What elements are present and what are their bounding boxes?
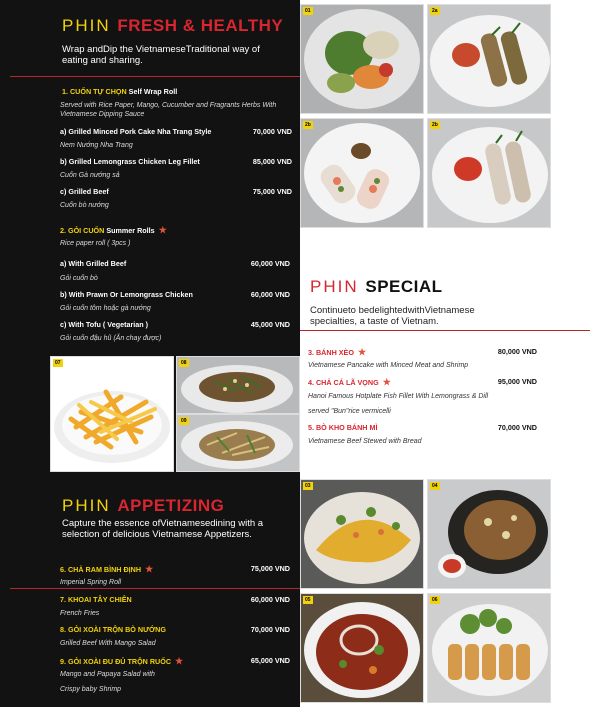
photo-grilled-rolls xyxy=(427,4,551,114)
menu-item-2a: a) With Grilled Beef xyxy=(60,259,127,268)
item-sub: Cuốn bò nướng xyxy=(60,202,109,209)
divider-line xyxy=(300,330,590,331)
menu-item-2c: c) With Tofu ( Vegetarian ) xyxy=(60,320,149,329)
item-sub: Cuốn Gà nướng sả xyxy=(60,172,120,179)
item-name: 9. GỎI XOÀI ĐU ĐỦ TRỘN RUỐC xyxy=(60,657,172,666)
menu-item-6 xyxy=(60,564,153,575)
photo-tag: 09 xyxy=(181,418,187,424)
appetizing-title xyxy=(62,496,224,516)
menu-item-1a: a) Grilled Minced Pork Cake Nha Trang Style xyxy=(60,127,212,136)
item-price: 85,000 VND xyxy=(252,157,292,166)
brand-logo-text: PHIN xyxy=(62,496,111,515)
menu-item-1b: b) Grilled Lemongrass Chicken Leg Fillet xyxy=(60,157,200,166)
photo-tag: 04 xyxy=(432,483,438,489)
special-intro: Continueto bedelightedwithVietnamese specialties, a taste of Vietnam. xyxy=(310,305,475,327)
photo-bo-kho xyxy=(300,593,424,703)
item-sub: Gỏi cuốn đậu hũ (Ăn chay được) xyxy=(60,335,162,342)
item-sub: Nem Nướng Nha Trang xyxy=(60,142,133,149)
photo-tag: 05 xyxy=(305,597,311,603)
photo-cha-ca-hotplate xyxy=(427,479,551,589)
menu-item-1c: c) Grilled Beef xyxy=(60,187,109,196)
item-price: 80,000 VND xyxy=(497,347,537,356)
fresh-intro: Wrap andDip the VietnameseTraditional way of eating and sharing. xyxy=(62,44,260,66)
brand-logo-text: PHIN xyxy=(310,277,359,296)
item-name-en: Self Wrap Roll xyxy=(128,87,178,96)
item-name: 2. GỎI CUỐN xyxy=(60,226,105,235)
item-sub: French Fries xyxy=(60,610,100,617)
item-name: 1. CUỐN TỰ CHỌN xyxy=(62,87,127,96)
photo-mango-papaya-salad xyxy=(176,414,300,472)
menu-item-3 xyxy=(308,347,366,358)
menu-item-2b: b) With Prawn Or Lemongrass Chicken xyxy=(60,290,193,299)
photo-summer-rolls-prawn xyxy=(300,118,424,228)
appetizing-intro: Capture the essence ofVietnamesedining with a selection of delicious Vietnamese Appetizers. xyxy=(62,518,264,540)
photo-french-fries xyxy=(50,356,174,472)
item-desc: Served with Rice Paper, Mango, Cucumber and Fragrants Herbs With Vietnamese Dipping Sauce xyxy=(60,102,277,118)
photo-summer-rolls-beef xyxy=(427,118,551,228)
photo-mango-beef-salad xyxy=(176,356,300,414)
item-sub: Gỏi cuốn bò xyxy=(60,275,98,282)
photo-tag: 03 xyxy=(305,483,311,489)
item-price: 60,000 VND xyxy=(250,290,290,299)
section-title: FRESH & HEALTHY xyxy=(117,16,284,35)
item-desc: Rice paper roll ( 3pcs ) xyxy=(60,240,131,247)
brand-logo-text: PHIN xyxy=(62,16,111,35)
item-price: 45,000 VND xyxy=(250,320,290,329)
star-icon: ★ xyxy=(145,564,154,574)
item-price: 95,000 VND xyxy=(497,377,537,386)
menu-item-5: 5. BÒ KHO BÁNH MÌ xyxy=(308,423,378,432)
item-price: 70,000 VND xyxy=(250,625,290,634)
photo-banh-xeo xyxy=(300,479,424,589)
photo-tag: 2b xyxy=(432,122,438,128)
photo-tag: 06 xyxy=(432,597,438,603)
item-sub: Mango and Papaya Salad with xyxy=(60,671,155,678)
item-price: 75,000 VND xyxy=(250,564,290,573)
photo-tag: 2b xyxy=(305,122,311,128)
menu-item-1 xyxy=(62,87,177,96)
fresh-title xyxy=(62,16,283,36)
item-sub: Vietnamese Beef Stewed with Bread xyxy=(308,438,422,445)
section-title: SPECIAL xyxy=(365,277,443,296)
photo-imperial-spring-roll xyxy=(427,593,551,703)
menu-item-7: 7. KHOAI TÂY CHIÊN xyxy=(60,595,132,604)
photo-tag: 07 xyxy=(55,360,61,366)
item-sub: Grilled Beef With Mango Salad xyxy=(60,640,156,647)
photo-self-wrap-platter xyxy=(300,4,424,114)
menu-item-2 xyxy=(60,225,167,236)
item-sub: Vietnamese Pancake with Minced Meat and Shrimp xyxy=(308,362,469,369)
item-price: 70,000 VND xyxy=(252,127,292,136)
photo-tag: 08 xyxy=(181,360,187,366)
item-name-en: Summer Rolls xyxy=(106,226,155,235)
item-price: 70,000 VND xyxy=(497,423,537,432)
star-icon: ★ xyxy=(357,347,367,357)
photo-tag: 2a xyxy=(432,8,438,14)
menu-item-9 xyxy=(60,656,183,667)
item-name: 6. CHẢ RAM BÌNH ĐỊNH xyxy=(60,565,142,574)
item-sub: Crispy baby Shrimp xyxy=(60,686,122,693)
special-title xyxy=(310,277,443,297)
item-price: 60,000 VND xyxy=(250,259,290,268)
item-name: 3. BÁNH XÈO xyxy=(308,348,354,357)
photo-tag: 01 xyxy=(305,8,311,14)
item-name: 4. CHẢ CÁ LÃ VỌNG xyxy=(308,378,379,387)
item-sub: served "Bun"rice vermicelli xyxy=(308,408,391,415)
menu-item-8: 8. GỎI XOÀI TRỘN BÒ NƯỚNG xyxy=(60,625,166,634)
menu-item-4 xyxy=(308,377,391,388)
item-sub: Gỏi cuốn tôm hoặc gà nướng xyxy=(60,305,151,312)
star-icon: ★ xyxy=(175,656,184,666)
item-price: 60,000 VND xyxy=(250,595,290,604)
star-icon: ★ xyxy=(382,377,391,387)
section-title: APPETIZING xyxy=(117,496,225,515)
divider-line xyxy=(10,76,300,77)
item-price: 75,000 VND xyxy=(252,187,292,196)
item-price: 65,000 VND xyxy=(250,656,290,665)
star-icon: ★ xyxy=(158,225,167,235)
item-sub: Imperial Spring Roll xyxy=(60,579,122,586)
item-sub: Hanoi Famous Hotplate Fish Fillet With Lemongrass & Dill xyxy=(308,393,489,400)
divider-line xyxy=(10,588,325,589)
